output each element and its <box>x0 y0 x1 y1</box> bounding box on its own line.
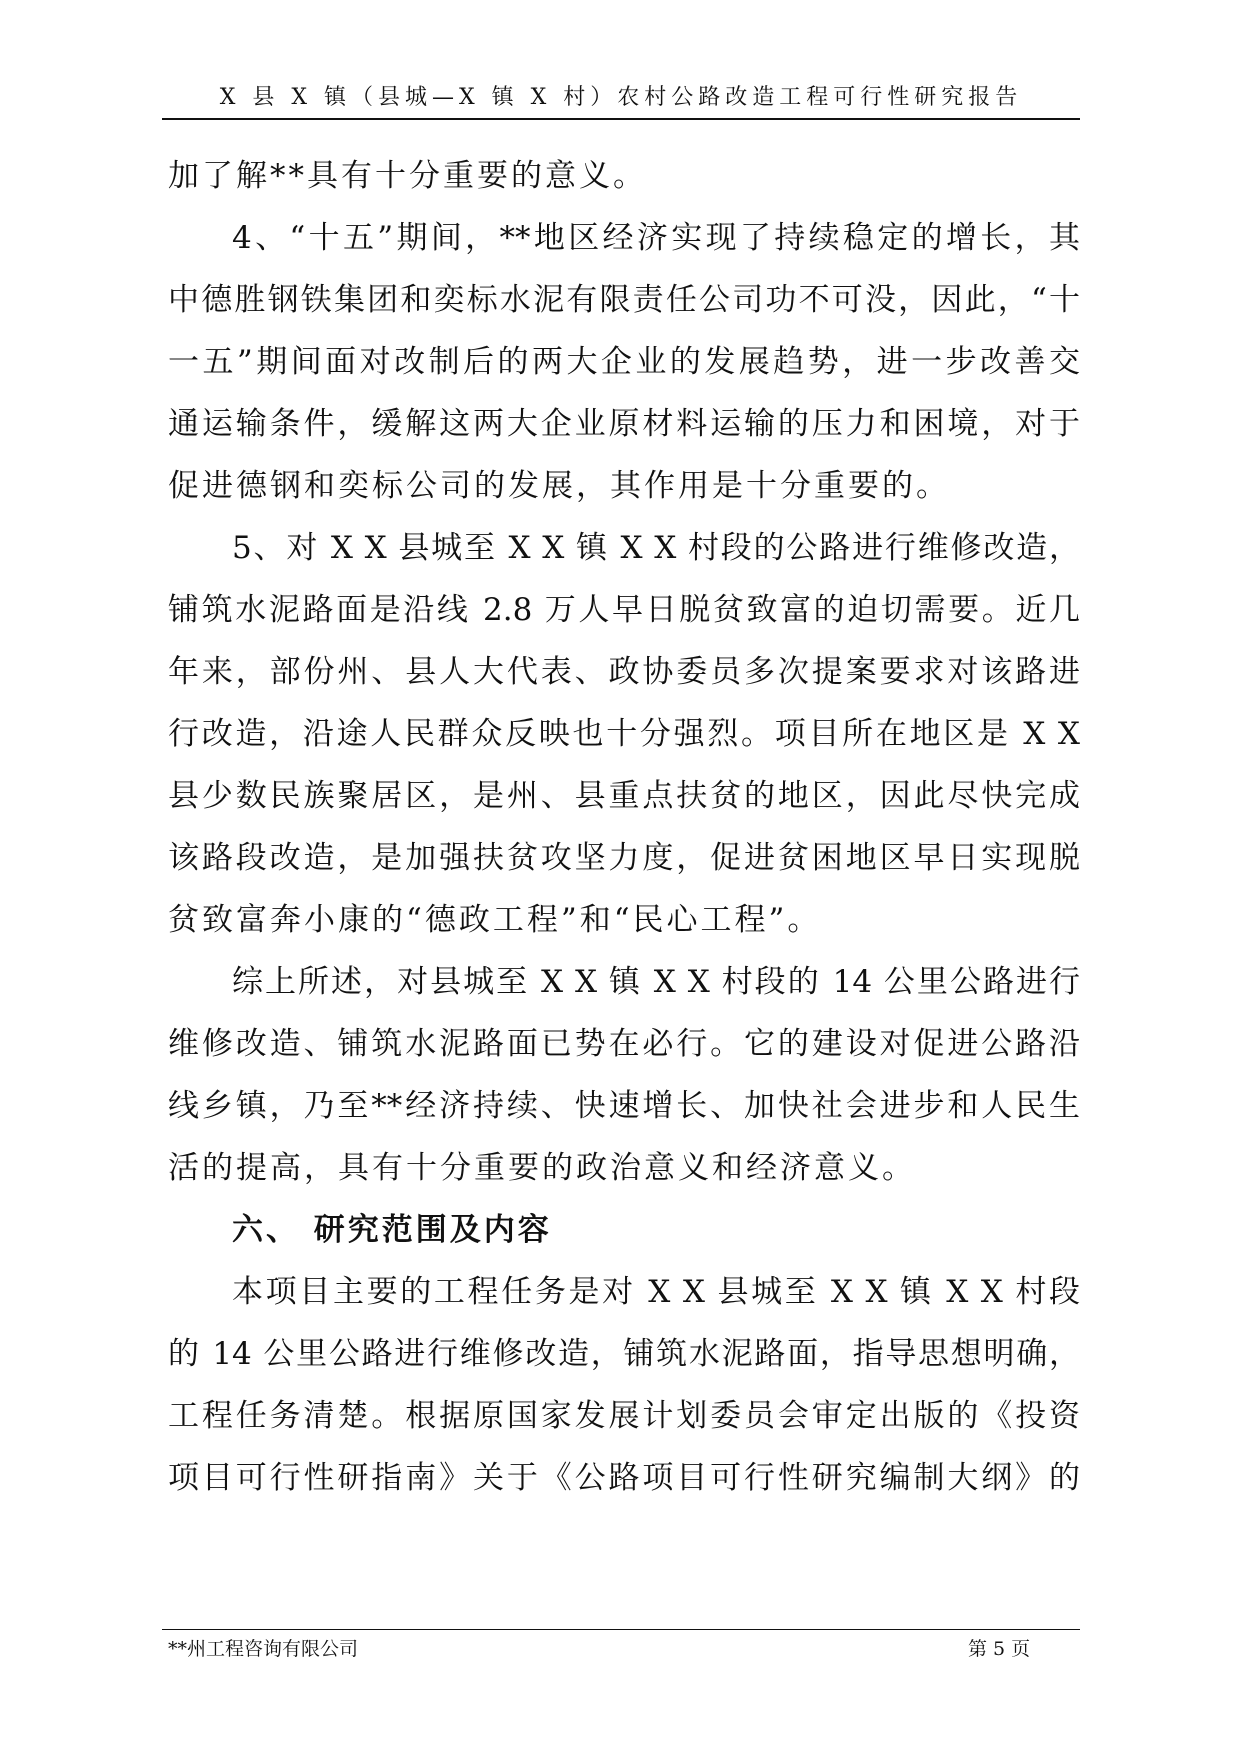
paragraph-line: 该路段改造，是加强扶贫攻坚力度，促进贫困地区早日实现脱 <box>168 840 1080 876</box>
paragraph-line: 一五”期间面对改制后的两大企业的发展趋势，进一步改善交 <box>168 344 1080 380</box>
page-number: 第 5 页 <box>968 1638 1031 1660</box>
paragraph-line: 促进德钢和奕标公司的发展，其作用是十分重要的。 <box>168 468 950 504</box>
paragraph-line: 综上所述，对县城至 X X 镇 X X 村段的 14 公里公路进行 <box>232 964 1080 1000</box>
section-heading: 六、 研究范围及内容 <box>232 1212 552 1248</box>
paragraph-line: 维修改造、铺筑水泥路面已势在必行。它的建设对促进公路沿 <box>168 1026 1080 1062</box>
paragraph-line: 项目可行性研指南》关于《公路项目可行性研究编制大纲》的 <box>168 1460 1080 1496</box>
paragraph-line: 铺筑水泥路面是沿线 2.8 万人早日脱贫致富的迫切需要。近几 <box>168 592 1080 628</box>
paragraph-line: 年来，部份州、县人大代表、政协委员多次提案要求对该路进 <box>168 654 1080 690</box>
paragraph-line: 中德胜钢铁集团和奕标水泥有限责任公司功不可没，因此，“十 <box>168 282 1080 318</box>
footer-divider <box>162 1629 1080 1630</box>
paragraph-line: 县少数民族聚居区，是州、县重点扶贫的地区，因此尽快完成 <box>168 778 1080 814</box>
paragraph-line: 4、“十五”期间，**地区经济实现了持续稳定的增长，其 <box>232 220 1080 256</box>
paragraph-line: 5、对 X X 县城至 X X 镇 X X 村段的公路进行维修改造， <box>232 530 1080 566</box>
paragraph-line: 通运输条件，缓解这两大企业原材料运输的压力和困境，对于 <box>168 406 1080 442</box>
header-divider <box>162 118 1080 120</box>
page-header-title: X 县 X 镇（县城—X 镇 X 村）农村公路改造工程可行性研究报告 <box>219 85 1023 110</box>
paragraph-line: 贫致富奔小康的“德政工程”和“民心工程”。 <box>168 902 822 938</box>
paragraph-line: 工程任务清楚。根据原国家发展计划委员会审定出版的《投资 <box>168 1398 1080 1434</box>
paragraph-line: 本项目主要的工程任务是对 X X 县城至 X X 镇 X X 村段 <box>232 1274 1080 1310</box>
paragraph-line: 的 14 公里公路进行维修改造，铺筑水泥路面，指导思想明确， <box>168 1336 1080 1372</box>
paragraph-line: 线乡镇，乃至**经济持续、快速增长、加快社会进步和人民生 <box>168 1088 1080 1124</box>
paragraph-line: 活的提高，具有十分重要的政治意义和经济意义。 <box>168 1150 916 1186</box>
paragraph-line: 行改造，沿途人民群众反映也十分强烈。项目所在地区是 X X <box>168 716 1080 752</box>
paragraph-line: 加了解**具有十分重要的意义。 <box>168 158 647 194</box>
footer-company: **州工程咨询有限公司 <box>168 1638 359 1660</box>
